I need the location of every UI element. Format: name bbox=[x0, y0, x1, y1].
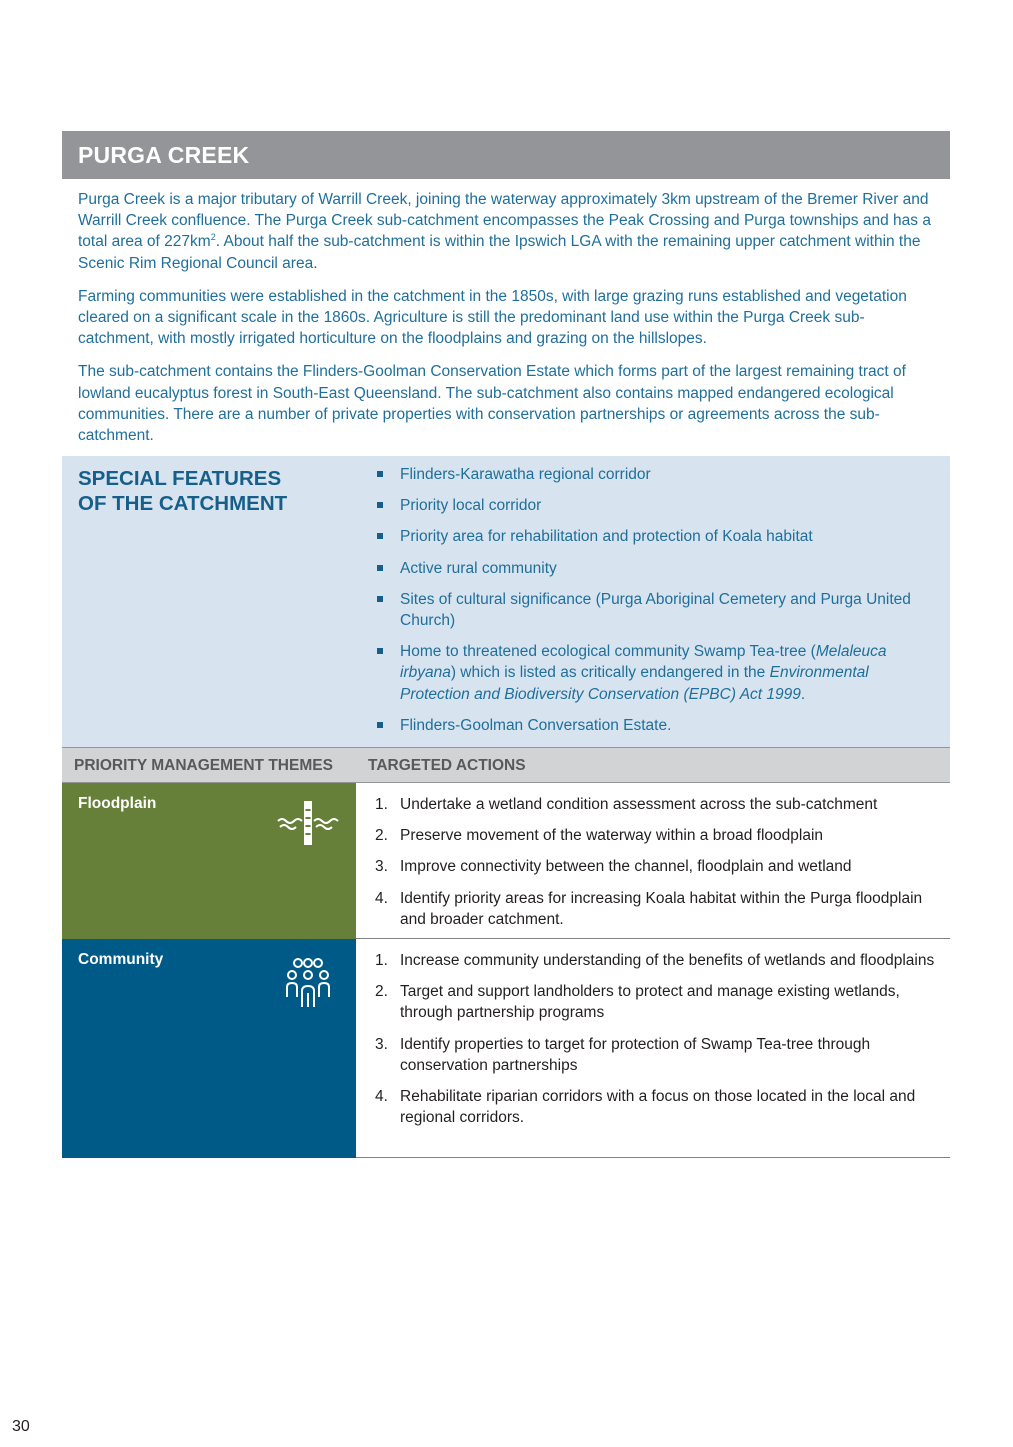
intro-paragraph-1: Purga Creek is a major tributary of Warrill Creek, joining the waterway approximately 3km upstream of the Bremer River and Warrill Creek confluence. The Purga Creek sub-catchment encompasses the Peak Crossing and Purga townships and has a total area of $227km^2$. About half the sub-catchment is within the Ipswich LGA with the remaining upper catchment within the Scenic Rim Regional Council area. bbox=[78, 191, 931, 272]
list-item: 2. Preserve movement of the waterway within a broad floodplain bbox=[375, 827, 824, 845]
theme-label: Community bbox=[78, 951, 164, 968]
list-item: 1. Increase community understanding of the benefits of wetlands and floodplains bbox=[375, 952, 935, 969]
special-features-panel bbox=[62, 456, 950, 747]
actions-community bbox=[356, 939, 950, 1158]
table-header bbox=[62, 747, 950, 783]
list-item: Flinders-Goolman Conversation Estate. bbox=[374, 715, 934, 736]
theme-label: Floodplain bbox=[78, 795, 157, 812]
table-row-floodplain bbox=[62, 783, 950, 939]
intro-paragraph-3: The sub-catchment contains the Flinders-Goolman Conservation Estate which forms part of the largest remaining tract of lowland eucalyptus forest in South-East Queensland. The sub-catchment also contains mapped endangered ecological communities. There are a number of private properties with conservation partnerships or agreements across the sub-catchment. bbox=[78, 363, 906, 445]
list-item: Flinders-Karawatha regional corridor bbox=[374, 464, 934, 485]
list-item: 3. Identify properties to target for protection of Swamp Tea-tree through conservation partnerships bbox=[375, 1035, 871, 1074]
section-title: PURGA CREEK bbox=[62, 131, 950, 179]
intro-text bbox=[78, 189, 934, 458]
actions-floodplain bbox=[356, 783, 950, 939]
list-item: 2. Target and support landholders to protect and manage existing wetlands, through partnership programs bbox=[375, 983, 900, 1022]
list-item: Priority area for rehabilitation and protection of Koala habitat bbox=[374, 526, 934, 547]
list-item: Home to threatened ecological community Swamp Tea-tree (Melaleuca irbyana) which is listed as critically endangered in the Environmental Protection and Biodiversity Conservation (EPBC) Act 1999. bbox=[374, 641, 934, 705]
theme-cell-community bbox=[62, 939, 356, 1158]
special-features-list bbox=[374, 464, 934, 746]
special-features-title: SPECIAL FEATURES OF THE CATCHMENT bbox=[78, 467, 288, 515]
list-item: Sites of cultural significance (Purga Aboriginal Cemetery and Purga United Church) bbox=[374, 589, 934, 631]
table-row-community bbox=[62, 939, 950, 1158]
header-themes: PRIORITY MANAGEMENT THEMES bbox=[74, 757, 333, 774]
page-number: 30 bbox=[12, 1418, 30, 1435]
list-item: Active rural community bbox=[374, 558, 934, 579]
list-item: Priority local corridor bbox=[374, 495, 934, 516]
list-item: 4. Identify priority areas for increasing Koala habitat within the Purga floodplain and broader catchment. bbox=[375, 889, 923, 928]
header-actions: TARGETED ACTIONS bbox=[368, 757, 526, 774]
theme-cell-floodplain bbox=[62, 783, 356, 939]
list-item: 1. Undertake a wetland condition assessment across the sub-catchment bbox=[375, 796, 878, 813]
floodplain-icon bbox=[276, 799, 340, 847]
intro-paragraph-2: Farming communities were established in the catchment in the 1850s, with large grazing runs established and vegetation cleared on a significant scale in the 1860s. Agriculture is still the predominant land use within the Purga Creek sub-catchment, with mostly irrigated horticulture on the floodplains and grazing on the hillslopes. bbox=[78, 287, 907, 348]
list-item: 3. Improve connectivity between the channel, floodplain and wetland bbox=[375, 858, 852, 876]
community-icon bbox=[284, 955, 332, 1011]
list-item: 4. Rehabilitate riparian corridors with a focus on those located in the local and regional corridors. bbox=[375, 1088, 916, 1127]
